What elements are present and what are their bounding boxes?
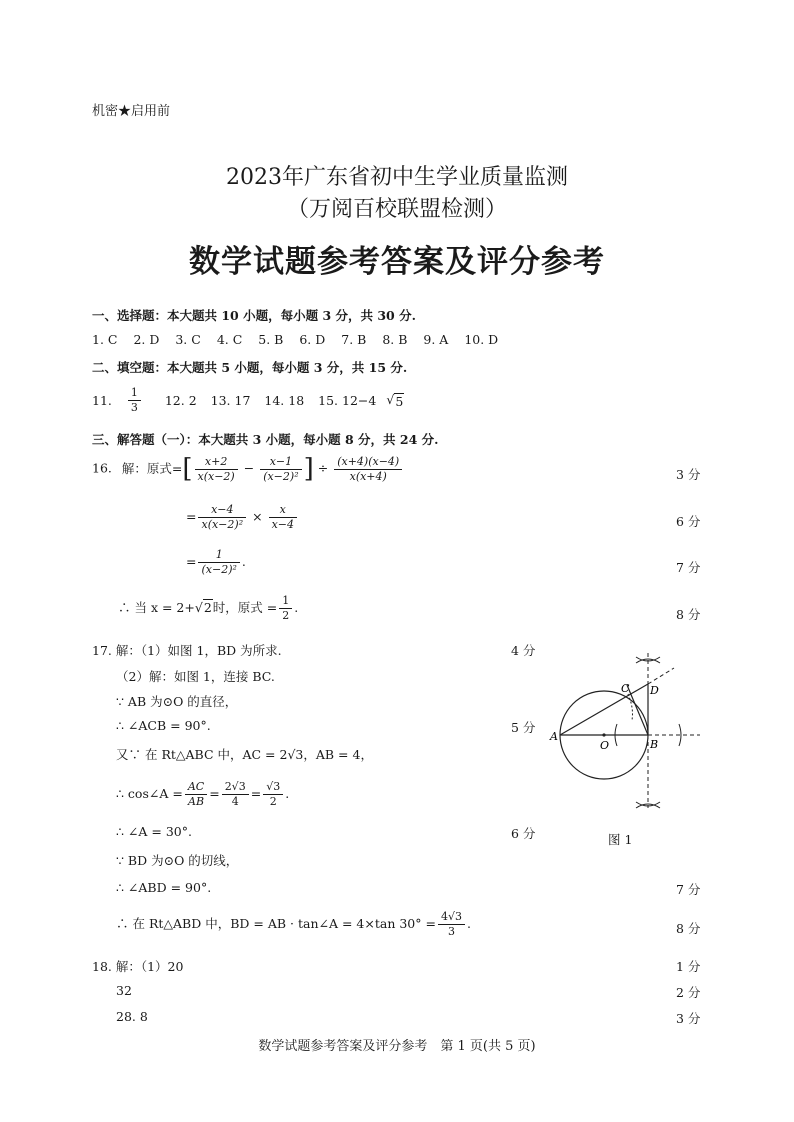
score: 2 分 (676, 985, 701, 1000)
multiple-choice-answers (92, 332, 510, 347)
q16-fraction-1 (195, 455, 238, 484)
cos-prefix: ∴ cos∠A = (116, 786, 183, 801)
divide-sign: ÷ (317, 460, 329, 476)
q17-line3: ∵ AB 为⊙O 的直径， (116, 694, 238, 709)
q17-line4: ∴ ∠ACB = 90°. (116, 718, 211, 733)
score: 6 分 (676, 514, 701, 529)
geometry-figure (540, 648, 720, 848)
numerator: x−1 (260, 455, 301, 470)
label-d: D (650, 684, 659, 697)
numerator: x−4 (198, 503, 246, 518)
period: . (241, 554, 246, 569)
fraction (222, 780, 249, 809)
answer-item: 1. C (92, 332, 118, 347)
q11-label: 11. (92, 393, 112, 408)
score: 1 分 (676, 959, 701, 974)
denominator: x−4 (271, 518, 294, 531)
score: 3 分 (676, 467, 701, 482)
denominator: (x−2)² (201, 563, 237, 576)
answer-item: 2. D (133, 332, 160, 347)
denominator: x(x−2) (197, 469, 235, 483)
conclusion-fraction (279, 594, 292, 623)
extension-ad (648, 668, 674, 684)
numerator: 1 (198, 548, 239, 563)
q16-step3 (186, 548, 246, 577)
section3-heading: 三、解答题（一）：本大题共 3 小题，每小题 8 分，共 24 分. (92, 432, 439, 447)
fraction (438, 910, 465, 939)
document-title: 数学试题参考答案及评分参考 (189, 244, 605, 280)
q16-step2 (186, 503, 299, 532)
q16-fraction-3 (334, 455, 402, 484)
q16-label: 16. (92, 460, 112, 476)
label-b: B (650, 738, 659, 751)
q17-line8: ∵ BD 为⊙O 的切线， (116, 853, 239, 868)
equals-sign: = (186, 509, 197, 524)
denominator: 2 (269, 795, 277, 808)
page-footer: 数学试题参考答案及评分参考 第 1 页(共 5 页) (258, 1039, 536, 1054)
times-sign: × (252, 509, 263, 524)
q17-line1: 17. 解：（1）如图 1，BD 为所求. (92, 643, 282, 658)
denominator: AB (188, 795, 205, 808)
score: 7 分 (676, 882, 701, 897)
q17-line5: 又∵ 在 Rt△ABC 中，AC = 2√3，AB = 4， (116, 747, 373, 762)
conclusion-prefix: ∴ 当 x = 2+ (118, 600, 195, 615)
answer-item: 5. B (258, 332, 284, 347)
conclusion-mid: 时，原式 = (212, 600, 278, 615)
answer-item: 4. C (216, 332, 243, 347)
confidential-mark: 机密★启用前 (92, 104, 171, 119)
score: 5 分 (511, 720, 536, 735)
q17-line10: ∴ 在 Rt△ABD 中，BD = AB · tan∠A = 4×tan 30° = $\frac{4√3}{3}$ . (116, 910, 471, 938)
center-point (602, 733, 605, 736)
denominator: x(x−2)² (201, 518, 244, 531)
fraction (263, 780, 283, 809)
q18-line2: 32 (116, 983, 132, 998)
numerator: x+2 (195, 455, 238, 470)
q16-intro: 解：原式= (121, 460, 183, 476)
fraction (185, 780, 207, 809)
q15-answer: 15. 12−4 √5 (318, 392, 404, 409)
answer-item: 7. B (341, 332, 367, 347)
q12-answer: 12. 2 (164, 393, 197, 408)
q11-numerator: 1 (128, 386, 141, 401)
answer-item: 3. C (175, 332, 201, 347)
section1-heading: 一、选择题：本大题共 10 小题，每小题 3 分，共 30 分. (92, 308, 416, 323)
label-c: C (621, 682, 630, 695)
q18-line1: 18. 解：（1）20 (92, 959, 184, 974)
label-a: A (550, 730, 558, 743)
tan-prefix: ∴ 在 Rt△ABD 中，BD = AB · tan∠A = 4×tan 30° = (116, 916, 436, 931)
score: 8 分 (676, 921, 701, 936)
q17-line2: （2）解：如图 1，连接 BC. (116, 669, 275, 684)
answer-item: 8. B (382, 332, 408, 347)
q16-step1 (92, 454, 404, 484)
label-o: O (600, 739, 610, 752)
denominator: 4 (231, 795, 239, 808)
q16-step3-fraction (198, 548, 239, 577)
numerator: AC (185, 780, 207, 795)
numerator: x (269, 503, 297, 518)
answer-item: 6. D (299, 332, 326, 347)
q11-fraction (128, 386, 151, 415)
q14-answer: 14. 18 (264, 393, 305, 408)
q13-answer: 13. 17 (210, 393, 251, 408)
q17-line6: ∴ cos∠A = $\frac{AC}{AB}$ = $\frac{2√3}{4}$ = $\frac{√3}{2}$ . (116, 780, 290, 808)
exam-subtitle: （万阅百校联盟检测） (286, 197, 507, 222)
radicand: 2 (203, 600, 212, 615)
score: 6 分 (511, 826, 536, 841)
denominator: (x−2)² (263, 469, 299, 483)
equals-sign: = (186, 554, 197, 569)
score: 4 分 (511, 643, 536, 658)
q17-line7: ∴ ∠A = 30°. (116, 824, 192, 839)
exam-title: 2023年广东省初中生学业质量监测 (226, 165, 568, 190)
answer-item: 10. D (464, 332, 499, 347)
section2-heading: 二、填空题：本大题共 5 小题，每小题 3 分，共 15 分. (92, 360, 408, 375)
period: . (294, 600, 299, 615)
score: 8 分 (676, 607, 701, 622)
left-bracket: [ (182, 454, 193, 484)
segment-ad (560, 684, 648, 735)
numerator: √3 (263, 780, 283, 795)
denominator: 3 (447, 925, 455, 938)
q16-fraction-2 (260, 455, 301, 484)
q16-step2-fraction-1 (198, 503, 246, 532)
q17-line9: ∴ ∠ABD = 90°. (116, 880, 212, 895)
q15-radicand: 5 (395, 393, 404, 409)
segment-cb (627, 685, 648, 735)
minus-sign: − (243, 460, 255, 476)
numerator: 4√3 (438, 910, 465, 925)
q15-prefix: 15. 12−4 (318, 393, 377, 409)
score: 3 分 (676, 1011, 701, 1026)
denominator: x(x+4) (349, 469, 387, 483)
score: 7 分 (676, 560, 701, 575)
denominator: 2 (282, 609, 290, 622)
fill-in-answers (92, 386, 424, 415)
numerator: (x+4)(x−4) (334, 455, 402, 470)
q18-line3: 28. 8 (116, 1009, 148, 1024)
answer-item: 9. A (423, 332, 449, 347)
q11-denominator: 3 (130, 401, 138, 414)
q16-step2-fraction-2 (269, 503, 297, 532)
numerator: 1 (279, 594, 292, 609)
right-bracket: ] (303, 454, 314, 484)
numerator: 2√3 (222, 780, 249, 795)
q16-conclusion: ∴ 当 x = 2+√2时，原式 = $\frac{1}{2}$ . (118, 594, 299, 622)
figure-caption: 图 1 (608, 832, 633, 847)
